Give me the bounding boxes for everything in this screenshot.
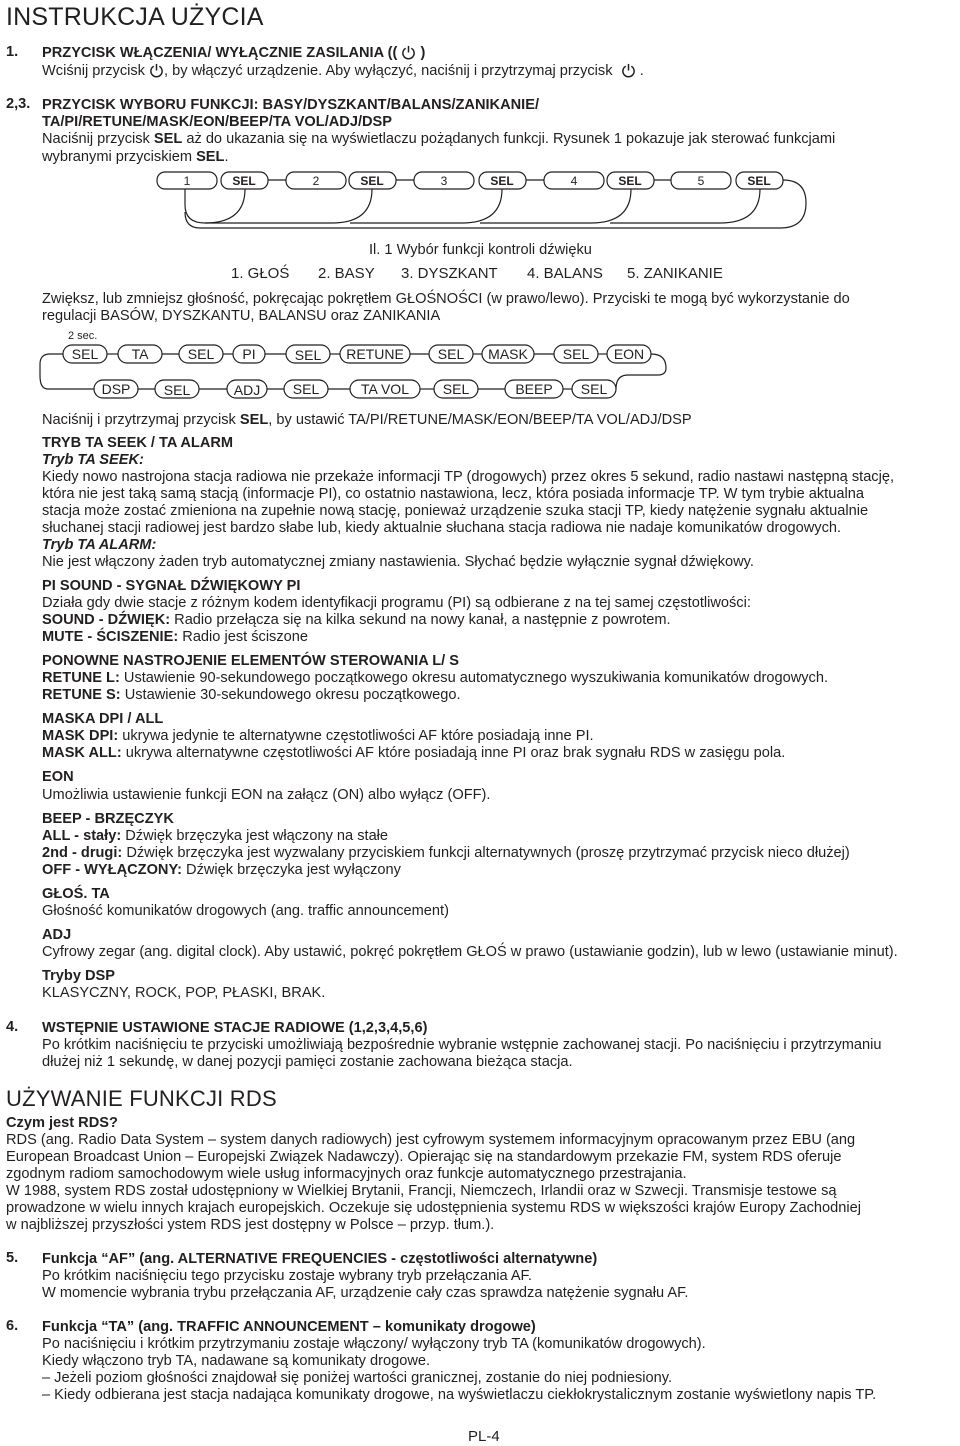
diagram1-legend-2: 2. BASY [318,265,375,282]
volume-paragraph-2: regulacji BASÓW, DYSZKANTU, BALANSU oraz ZANIKANIA [42,308,441,324]
item23-para-2-b: . [224,149,229,165]
item4-title: WSTĘPNIE USTAWIONE STACJE RADIOWE (1,2,3,4,5,6) [42,1020,428,1036]
diagram2-row2-item: TA VOL [361,381,409,397]
diagram1-item: 5 [697,174,705,188]
beep-2nd-text: Dźwięk brzęczyka jest wyzwalany przyciskiem funkcji alternatywnych (proszę przytrzymać przycisk nieco dłużej) [122,845,850,861]
diagram2-row1-item: SEL [294,347,322,363]
rds-paragraph-line: w najbliższej przyszłości ystem RDS jest dostępny w Polsce – przyp. tłum.). [6,1217,495,1233]
retune-l-text: Ustawienie 90-sekundowego początkowego okresu automatycznego wyszukiwania komunikatów drogowych. [119,670,829,686]
retune-l-label: RETUNE L: [42,670,120,686]
item5-line-2: W momencie wybrania trybu przełączania AF, urządzenie cały czas sprawdza natężenie sygnału AF. [42,1285,689,1301]
ta-volume-line: Głośność komunikatów drogowych (ang. traffic announcement) [42,903,449,919]
pi-heading: PI SOUND - SYGNAŁ DŹWIĘKOWY PI [42,578,301,594]
diagram2-row2-item: BEEP [515,381,553,397]
item23-para-1-a: Naciśnij przycisk [42,131,154,147]
diagram1-item: 4 [570,174,578,188]
item1-number: 1. [6,44,19,60]
beep-heading: BEEP - BRZĘCZYK [42,811,174,827]
hold-duration-label: 2 sec. [68,330,98,342]
pi-line-1: Działa gdy dwie stacje z różnym kodem identyfikacji programu (PI) są odbierane z na tej samej częstotliwości: [42,595,751,611]
beep-line-1 [42,827,388,845]
diagram1-item: 3 [440,174,448,188]
sel-label: SEL [239,412,269,428]
retune-s-label: RETUNE S: [42,687,121,703]
rds-heading: UŻYWANIE FUNKCJI RDS [6,1086,277,1111]
diagram1-item: SEL [618,174,642,188]
diagram1-item: SEL [360,174,384,188]
beep-line-3 [42,861,401,879]
retune-line-2 [42,686,461,704]
diagram2-row2-item: ADJ [233,382,261,398]
diagram2-row2-item: SEL [163,382,191,398]
diagram1-legend-1: 1. GŁOŚ [231,265,290,282]
ta-seek-line: stacja może zostać zmieniona na zupełnie nową stację, ponieważ urządzenie szuka stacji TP, kiedy natężenie sygnału aktualnie [42,503,869,519]
mask-line-1 [42,727,594,745]
dsp-heading: Tryby DSP [42,968,115,984]
adj-heading: ADJ [42,927,72,943]
retune-s-text: Ustawienie 30-sekundowego okresu początkowego. [120,687,461,703]
hold-instruction-a: Naciśnij i przytrzymaj przycisk [42,412,240,428]
item1-line-a: Wciśnij przycisk [42,63,145,79]
diagram1-legend-4: 4. BALANS [527,265,603,282]
item1-line-c: . [639,63,644,79]
ta-seek-line: która nie jest taką samą stacją (informacje PI), co ostatnio nastawiona, lecz, która posiada informacje TP. W tym trybie aktualna [42,486,864,502]
item6-line-2: Kiedy włączono tryb TA, nadawane są komunikaty drogowe. [42,1353,431,1369]
diagram2-row1-item: RETUNE [346,346,404,362]
pi-sound-text: Radio przełącza się na kilka sekund na nowy kanał, a następnie z powrotem. [170,612,671,628]
diagram1-item: 1 [183,174,191,188]
power-icon [401,45,416,60]
pi-mute-text: Radio jest ściszone [178,629,309,645]
diagram2-row1-item: TA [131,346,149,362]
beep-all-text: Dźwięk brzęczyka jest włączony na stałe [121,828,389,844]
pi-line-2 [42,611,671,629]
diagram2-row2-item: SEL [442,381,470,397]
diagram2-row1-item: SEL [187,346,215,362]
mask-dpi-label: MASK DPI: [42,728,119,744]
item5-line-1: Po krótkim naciśnięciu tego przycisku zostaje wybrany tryb przełączania AF. [42,1268,532,1284]
ta-alarm-heading: Tryb TA ALARM: [42,537,157,553]
diagram1-item: SEL [747,174,771,188]
item1-title [42,44,425,62]
item4-line-1: Po krótkim naciśnięciu te przyciski umożliwiają bezpośrednie wybranie wstępnie zachowanej stacji. Po naciśnięciu i przytrzymaniu [42,1037,882,1053]
hold-cycle-diagram [0,328,960,410]
diagram2-row2-item: SEL [580,381,608,397]
diagram1-item: 2 [312,174,320,188]
page-number: PL-4 [468,1428,500,1445]
rds-paragraph-line: prowadzone w wielu innych krajach europejskich. Oczekuje się udostępnienia systemu RDS w większości krajów Europy Zachodniej [6,1200,861,1216]
function-cycle-diagram [0,160,960,240]
rds-paragraph-line: W 1988, system RDS został udostępniony w Wielkiej Brytanii, Francji, Niemczech, Irlandii oraz w Szwecji. Transmisje testowe są [6,1183,837,1199]
diagram2-row1-item: MASK [488,346,528,362]
ta-alarm-text: Nie jest włączony żaden tryb automatycznej zmiany nastawienia. Słychać będzie wyłącznie sygnał dźwiękowy. [42,554,754,570]
eon-heading: EON [42,769,74,785]
diagram1-item: SEL [232,174,256,188]
item5-number: 5. [6,1250,19,1266]
diagram1-item: SEL [490,174,514,188]
item23-title-1: PRZYCISK WYBORU FUNKCJI: BASY/DYSZKANT/BALANS/ZANIKANIE/ [42,97,540,113]
item4-line-2: dłużej niż 1 sekundę, w danej pozycji pamięci zostanie zachowana bieżąca stacja. [42,1054,573,1070]
dsp-line: KLASYCZNY, ROCK, POP, PŁASKI, BRAK. [42,985,326,1001]
rds-paragraph-line: zgodnym radiom samochodowym wiele usług informacyjnych oraz funkcje automatycznego przestrajania. [6,1166,687,1182]
ta-heading: TRYB TA SEEK / TA ALARM [42,435,234,451]
diagram2-row2-item: SEL [292,381,320,397]
item23-title-2: TA/PI/RETUNE/MASK/EON/BEEP/TA VOL/ADJ/DSP [42,114,393,130]
pi-sound-label: SOUND - DŹWIĘK: [42,612,171,628]
item1-line [42,62,644,80]
adj-line: Cyfrowy zegar (ang. digital clock). Aby ustawić, pokręć pokrętłem GŁOŚ w prawo (ustawianie godzin), lub w lewo (ustawianie minut). [42,944,898,960]
item23-para-1 [42,130,835,148]
mask-all-text: ukrywa alternatywne częstotliwości AF które posiadają inne PI oraz brak sygnału RDS w zasięgu pola. [121,745,786,761]
retune-heading: PONOWNE NASTROJENIE ELEMENTÓW STEROWANIA L/ S [42,653,460,669]
ta-seek-line: słuchanej stacji radiowej jest bardzo słabe lub, kiedy aktualnie słuchana stacja radiowa nie nadaje komunikatów drogowych. [42,520,842,536]
diagram2-row1-item: SEL [437,346,465,362]
item23-number: 2,3. [6,96,31,112]
diagram2-row1-item: SEL [562,346,590,362]
page-heading: INSTRUKCJA UŻYCIA [6,3,264,31]
diagram1-legend-3: 3. DYSZKANT [401,265,498,282]
beep-2nd-label: 2nd - drugi: [42,845,123,861]
item6-line-4: – Kiedy odbierana jest stacja nadająca komunikaty drogowe, na wyświetlaczu ciekłokrystalicznym zostanie wyświetlony napis TP. [42,1387,877,1403]
item23-para-2-a: wybranymi przyciskiem [42,149,197,165]
item6-number: 6. [6,1318,19,1334]
retune-line-1 [42,669,828,687]
beep-off-text: Dźwięk brzęczyka jest wyłączony [181,862,401,878]
item1-title-text: PRZYCISK WŁĄCZENIA/ WYŁĄCZNIE ZASILANIA (( [42,45,398,61]
item1-line-b: , by włączyć urządzenie. Aby wyłączyć, naciśnij i przytrzymaj przycisk [164,63,613,79]
diagram2-row2-item: DSP [101,381,131,397]
power-icon [621,63,636,78]
diagram2-row1-item: EON [613,346,645,362]
item4-number: 4. [6,1019,19,1035]
rds-subheading: Czym jest RDS? [6,1115,118,1131]
beep-all-label: ALL - stały: [42,828,122,844]
item6-title: Funkcja “TA” (ang. TRAFFIC ANNOUNCEMENT – komunikaty drogowe) [42,1319,536,1335]
power-icon [149,63,164,78]
rds-paragraph-line: European Broadcast Union – Europejski Związek Nadawczy). Opierając się na standardowym przekazie FM, system RDS oferuje [6,1149,842,1165]
diagram1-caption: Il. 1 Wybór funkcji kontroli dźwięku [369,242,592,258]
volume-paragraph-1: Zwiększ, lub zmniejsz głośność, pokręcając pokrętłem GŁOŚNOŚCI (w prawo/lewo). Przyciski te mogą być wykorzystanie do [42,291,850,307]
ta-seek-heading: Tryb TA SEEK: [42,452,144,468]
beep-line-2 [42,844,850,862]
mask-all-label: MASK ALL: [42,745,122,761]
eon-line: Umożliwia ustawienie funkcji EON na załącz (ON) albo wyłącz (OFF). [42,787,491,803]
rds-paragraph-line: RDS (ang. Radio Data System – system danych radiowych) jest cyfrowym systemem informacyjnym opracowanym przez EBU (ang [6,1132,856,1148]
diagram2-row1-item: PI [242,346,256,362]
hold-instruction [42,411,692,429]
beep-off-label: OFF - WYŁĄCZONY: [42,862,182,878]
diagram2-row1-item: SEL [71,346,99,362]
item23-para-1-b: aż do ukazania się na wyświetlaczu pożądanych funkcji. Rysunek 1 pokazuje jak sterować funkcjami [182,131,836,147]
item6-line-1: Po naciśnięciu i krótkim przytrzymaniu zostaje włączony/ wyłączony tryb TA (komunikatów drogowych). [42,1336,706,1352]
pi-mute-label: MUTE - ŚCISZENIE: [42,629,179,645]
item1-title-close: ) [420,45,426,61]
mask-dpi-text: ukrywa jedynie te alternatywne częstotliwości AF które posiadają inne PI. [118,728,594,744]
diagram1-legend-5: 5. ZANIKANIE [627,265,723,282]
mask-heading: MASKA DPI / ALL [42,711,164,727]
mask-line-2 [42,744,785,762]
ta-seek-line: Kiedy nowo nastrojona stacja radiowa nie przekaże informacji TP (drogowych) przez okres 5 sekund, radio nastawi następną stację, [42,469,895,485]
sel-label: SEL [196,149,225,165]
ta-volume-heading: GŁOŚ. TA [42,886,110,902]
pi-line-3 [42,628,308,646]
item6-line-3: – Jeżeli poziom głośności znajdował się poniżej wartości granicznej, zostanie do niej podniesiony. [42,1370,673,1386]
hold-instruction-b: , by ustawić TA/PI/RETUNE/MASK/EON/BEEP/TA VOL/ADJ/DSP [268,412,692,428]
item5-title: Funkcja “AF” (ang. ALTERNATIVE FREQUENCIES - częstotliwości alternatywne) [42,1251,598,1267]
sel-label: SEL [153,131,183,147]
